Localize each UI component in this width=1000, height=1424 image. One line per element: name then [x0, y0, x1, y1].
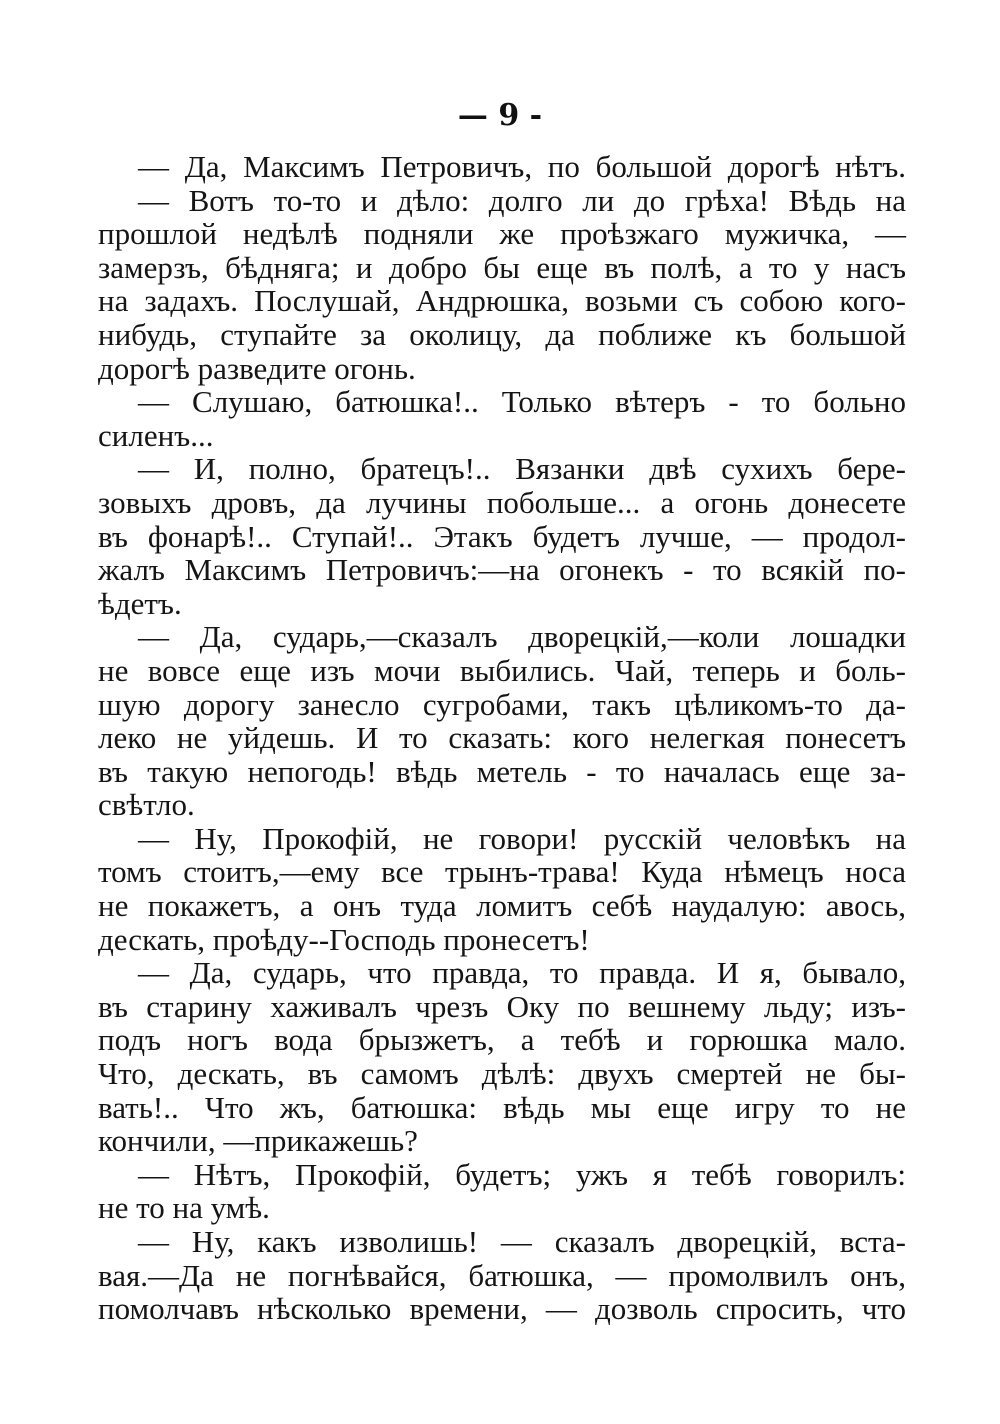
text-line: нибудь, ступайте за околицу, да поближе къ большой — [98, 316, 906, 352]
text-line: Что, дескать, въ самомъ дѣлѣ: двухъ смертей не бы- — [98, 1056, 906, 1092]
text-line: кончили, —прикажешь? — [98, 1123, 418, 1159]
text-line: вать!.. Что жъ, батюшка: вѣдь мы еще игру то не — [98, 1089, 906, 1125]
text-line: зовыхъ дровъ, да лучины побольше... а огонь донесете — [98, 484, 906, 520]
text-line: подъ ногъ вода брызжетъ, а тебѣ и горюшка мало. — [98, 1022, 906, 1058]
text-line: — Да, сударь, что правда, то правда. И я, бывало, — [138, 955, 906, 991]
text-line: въ фонарѣ!.. Ступай!.. Этакъ будетъ лучше, — продол- — [98, 518, 906, 554]
text-line: замерзъ, бѣдняга; и добро бы еще въ полѣ, а то у насъ — [98, 249, 906, 285]
text-line: въ такую непогодь! вѣдь метель - то началась еще за- — [98, 753, 906, 789]
text-line: — Нѣтъ, Прокофій, будетъ; ужъ я тебѣ говорилъ: — [138, 1156, 906, 1192]
text-line: — Да, сударь,—сказалъ дворецкій,—коли лошадки — [138, 619, 906, 655]
text-line: не покажетъ, а онъ туда ломитъ себѣ наудалую: авось, — [98, 888, 906, 924]
text-line: — Слушаю, батюшка!.. Только вѣтеръ - то больно — [138, 384, 906, 420]
page-number: — 9 - — [457, 98, 543, 133]
text-line: вая.—Да не погнѣвайся, батюшка, — промолвилъ онъ, — [98, 1257, 906, 1293]
text-line: томъ стоитъ,—ему все трынъ-трава! Куда нѣмецъ носа — [98, 854, 906, 890]
text-line: помолчавъ нѣсколько времени, — дозволь спросить, что — [98, 1291, 906, 1327]
text-line: на задахъ. Послушай, Андрюшка, возьми съ собою кого- — [98, 283, 906, 319]
text-line: шую дорогу занесло сугробами, такъ цѣликомъ-то да- — [98, 686, 906, 722]
page-body-text — [98, 150, 906, 1326]
text-line: дорогѣ разведите огонь. — [98, 350, 416, 386]
text-line: — Вотъ то-то и дѣло: долго ли до грѣха! Вѣдь на — [138, 182, 906, 218]
text-line: — Да, Максимъ Петровичъ, по большой дорогѣ нѣтъ. — [138, 149, 906, 184]
text-line: ѣдетъ. — [98, 585, 182, 621]
text-line: прошлой недѣлѣ подняли же проѣзжаго мужичка, — — [98, 216, 906, 252]
text-line: свѣтло. — [98, 787, 195, 823]
text-line: не вовсе еще изъ мочи выбились. Чай, теперь и боль- — [98, 652, 906, 688]
text-line: — Ну, какъ изволишь! — сказалъ дворецкій, вста- — [138, 1224, 906, 1259]
text-line: леко не уйдешь. И то сказать: кого нелегкая понесетъ — [98, 720, 906, 756]
text-line: — И, полно, братецъ!.. Вязанки двѣ сухихъ бере- — [138, 451, 906, 487]
text-line: — Ну, Прокофій, не говори! русскій человѣкъ на — [138, 820, 906, 856]
text-line: не то на умѣ. — [98, 1190, 270, 1226]
text-line: въ старину хаживалъ чрезъ Оку по вешнему льду; изъ- — [98, 988, 906, 1024]
text-line: силенъ... — [98, 417, 214, 453]
text-line: жалъ Максимъ Петровичъ:—на огонекъ - то всякій по- — [98, 552, 906, 588]
text-line: дескать, проѣду--Господь пронесетъ! — [98, 921, 590, 957]
